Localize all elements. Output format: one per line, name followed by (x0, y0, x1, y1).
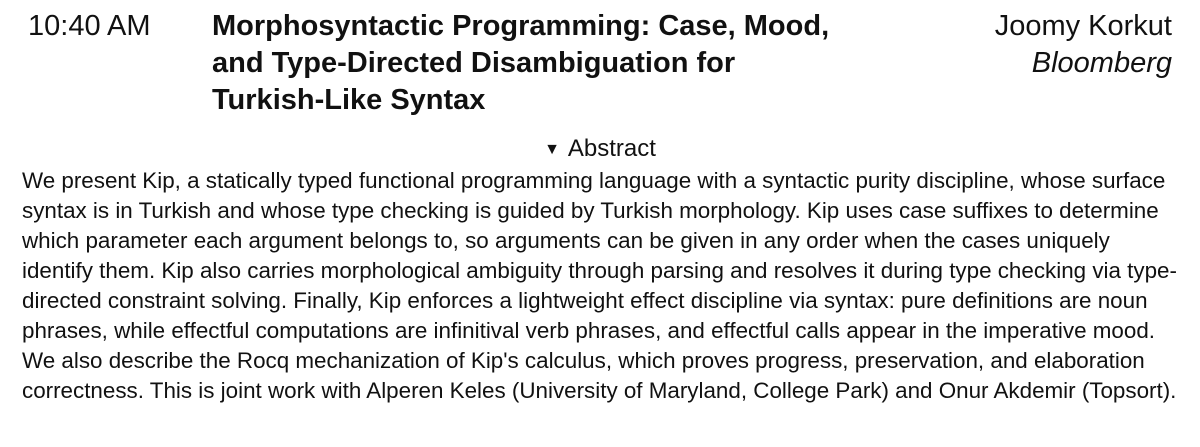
triangle-down-icon: ▼ (544, 141, 560, 158)
talk-time: 10:40 AM (28, 10, 151, 42)
abstract-toggle-label: Abstract (567, 135, 656, 162)
abstract-text: We present Kip, a statically typed functional programming language with a syntactic purity discipline, whose surface syntax is in Turkish and whose type checking is guided by Turkish morphology. Kip uses case suffixes to determine which parameter each argument belongs to, so arguments can be given in any order when the cases uniquely identify them. Kip also carries morphological ambiguity through parsing and resolves it during type checking via type-directed constraint solving. Finally, Kip enforces a lightweight effect discipline via syntax: pure definitions are noun phrases, while effectful computations are infinitival verb phrases, and effectful calls appear in the imperative mood. We also describe the Rocq mechanization of Kip's calculus, which proves progress, preservation, and elaboration correctness. This is joint work with Alperen Keles (University of Maryland, College Park) and Onur Akdemir (Topsort). (22, 168, 1177, 403)
abstract-toggle[interactable] (0, 133, 1200, 166)
speaker-block (995, 8, 1172, 82)
speaker-affiliation: Bloomberg (1031, 47, 1172, 79)
talk-title: Morphosyntactic Programming: Case, Mood, and Type-Directed Disambiguation for Turkish-Like Syntax (212, 10, 830, 116)
speaker-name: Joomy Korkut (994, 10, 1172, 42)
